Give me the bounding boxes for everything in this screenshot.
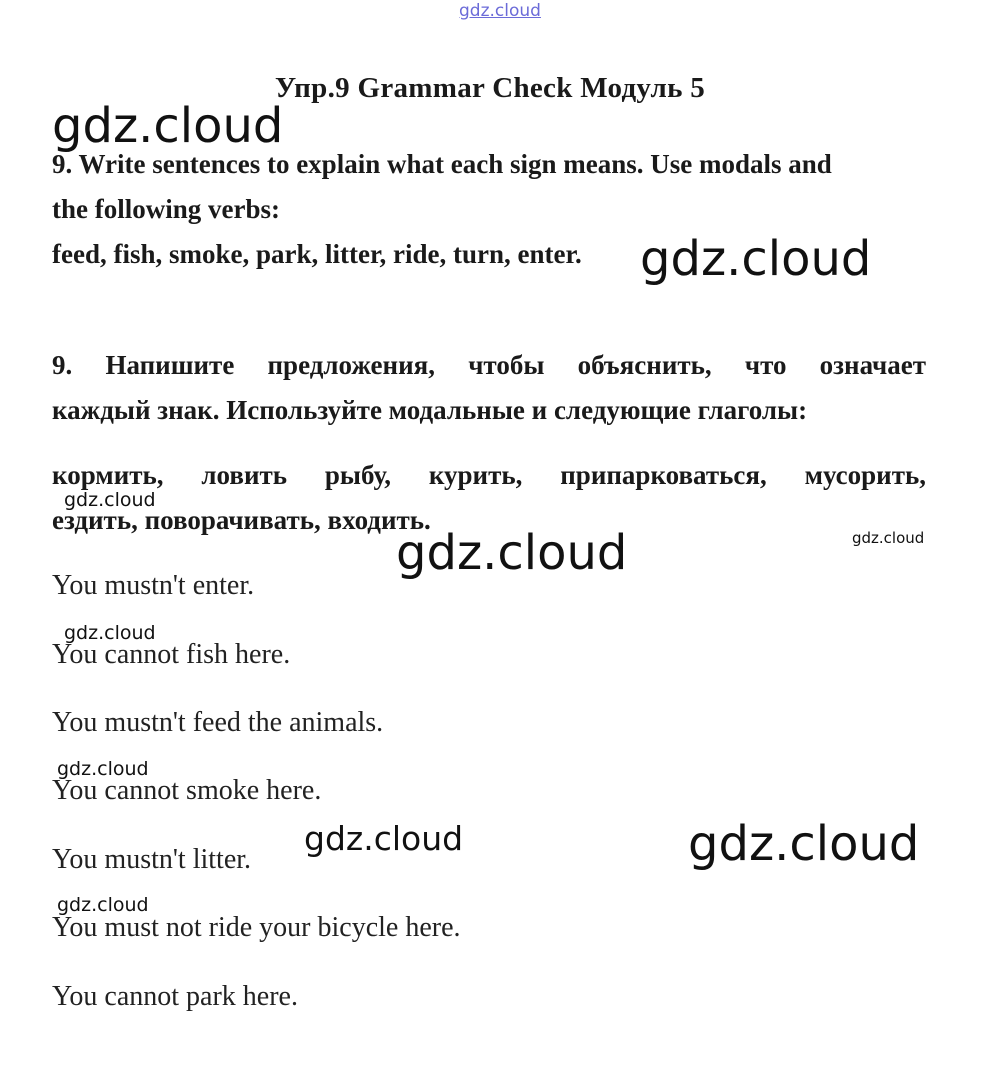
source-link[interactable]: gdz.cloud (459, 1, 541, 21)
watermark: gdz.cloud (57, 894, 149, 916)
answer-6: You must not ride your bicycle here. (52, 912, 461, 943)
watermark: gdz.cloud (852, 529, 925, 547)
task-ru-line-4: ездить, поворачивать, входить. (52, 505, 431, 535)
watermark: gdz.cloud (688, 816, 920, 872)
watermark: gdz.cloud (640, 231, 872, 287)
answer-3: You mustn't feed the animals. (52, 707, 384, 738)
watermark: gdz.cloud (64, 489, 156, 511)
watermark: gdz.cloud (64, 622, 156, 644)
answer-2: You cannot fish here. (52, 639, 291, 670)
task-ru-line-1: 9. Напишите предложения, чтобы объяснить, что означает (52, 350, 926, 380)
watermark: gdz.cloud (304, 819, 464, 858)
task-en-verbs: feed, fish, smoke, park, litter, ride, turn, enter. (52, 239, 582, 269)
watermark: gdz.cloud (396, 525, 628, 581)
answer-4: You cannot smoke here. (52, 775, 322, 806)
page-title: Упр.9 Grammar Check Модуль 5 (274, 72, 706, 104)
task-ru-line-2: каждый знак. Используйте модальные и следующие глаголы: (52, 395, 808, 425)
task-instructions-ru (52, 343, 926, 433)
task-ru-line-3: кормить, ловить рыбу, курить, припарковаться, мусорить, (52, 460, 926, 490)
task-en-line-1: 9. Write sentences to explain what each sign means. Use modals and (52, 149, 832, 179)
task-en-line-2: the following verbs: (52, 194, 280, 224)
watermark: gdz.cloud (57, 758, 149, 780)
watermark: gdz.cloud (52, 98, 284, 154)
answer-7: You cannot park here. (52, 981, 298, 1012)
answer-1: You mustn't enter. (52, 570, 255, 601)
answer-5: You mustn't litter. (52, 844, 252, 875)
